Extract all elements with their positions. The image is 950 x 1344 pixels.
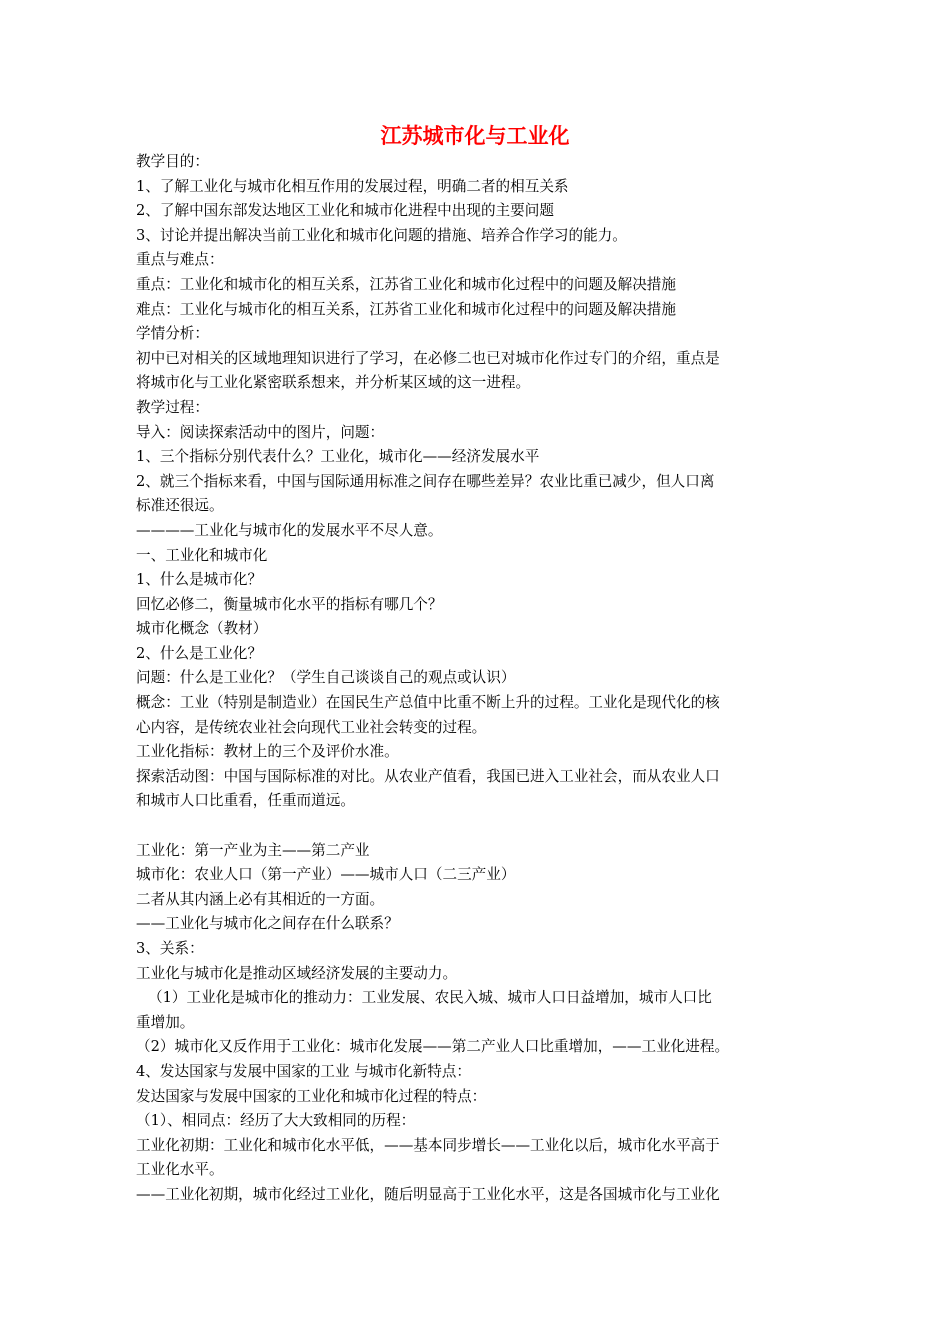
- paragraph-line: 工业化指标：教材上的三个及评价水准。: [136, 743, 399, 761]
- paragraph-line: 问题：什么是工业化？（学生自己谈谈自己的观点或认识）: [136, 669, 516, 687]
- paragraph-line: 工业化：第一产业为主——第二产业: [136, 841, 370, 859]
- paragraph-line: 工业化与城市化是推动区域经济发展的主要动力。: [136, 964, 458, 982]
- paragraph-line: 标准还很远。: [136, 497, 224, 515]
- paragraph-line: 和城市人口比重看，任重而道远。: [136, 792, 355, 810]
- paragraph-line: （1）、相同点：经历了大大致相同的历程：: [136, 1112, 416, 1130]
- paragraph-line: 1、三个指标分别代表什么？工业化，城市化——经济发展水平: [136, 448, 540, 466]
- paragraph-line: 工业化初期：工业化和城市化水平低，——基本同步增长——工业化以后，城市化水平高于: [136, 1136, 720, 1154]
- paragraph-line: 初中已对相关的区域地理知识进行了学习，在必修二也已对城市化作过专门的介绍，重点是: [136, 349, 720, 367]
- document-title: 江苏城市化与工业化: [380, 124, 570, 148]
- paragraph-line: 教学过程：: [136, 398, 209, 416]
- paragraph-line: 重点：工业化和城市化的相互关系，江苏省工业化和城市化过程中的问题及解决措施: [136, 275, 676, 293]
- paragraph-line: 城市化概念（教材）: [136, 620, 268, 638]
- paragraph-line: 教学目的：: [136, 153, 209, 170]
- paragraph-line: （2）城市化又反作用于工业化：城市化发展——第二产业人口比重增加，——工业化进程。: [136, 1038, 730, 1056]
- paragraph-line: 2、什么是工业化？: [136, 644, 263, 662]
- paragraph-line: 导入：阅读探索活动中的图片，问题：: [136, 423, 385, 441]
- paragraph-line: 城市化：农业人口（第一产业）——城市人口（二三产业）: [136, 866, 516, 884]
- paragraph-line: 心内容，是传统农业社会向现代工业社会转变的过程。: [136, 718, 487, 736]
- paragraph-line: 发达国家与发展中国家的工业化和城市化过程的特点：: [136, 1087, 487, 1105]
- paragraph-line: 难点：工业化与城市化的相互关系，江苏省工业化和城市化过程中的问题及解决措施: [136, 300, 676, 318]
- paragraph-line: 概念：工业（特别是制造业）在国民生产总值中比重不断上升的过程。工业化是现代化的核: [136, 694, 720, 712]
- paragraph-line: 3、讨论并提出解决当前工业化和城市化问题的措施、培养合作学习的能力。: [136, 226, 627, 244]
- paragraph-line: 1、了解工业化与城市化相互作用的发展过程，明确二者的相互关系: [136, 177, 569, 195]
- paragraph-line: 探索活动图：中国与国际标准的对比。从农业产值看，我国已进入工业社会，而从农业人口: [136, 767, 720, 785]
- paragraph-line: 2、了解中国东部发达地区工业化和城市化进程中出现的主要问题: [136, 202, 554, 220]
- document-body: [136, 150, 816, 1208]
- paragraph-line: 一、工业化和城市化: [136, 546, 268, 564]
- paragraph-line: 重点与难点：: [136, 251, 224, 269]
- paragraph-line: 重增加。: [136, 1013, 195, 1031]
- paragraph-line: 3、关系：: [136, 940, 204, 957]
- paragraph-line: 工业化水平。: [136, 1161, 224, 1179]
- paragraph-line: 学情分析：: [136, 325, 209, 343]
- paragraph-line: 将城市化与工业化紧密联系想来，并分析某区域的这一进程。: [136, 374, 531, 392]
- paragraph-line: 2、就三个指标来看，中国与国际通用标准之间存在哪些差异？农业比重已减少，但人口离: [136, 472, 715, 490]
- paragraph-line: ——工业化初期，城市化经过工业化，随后明显高于工业化水平，这是各国城市化与工业化: [136, 1185, 720, 1203]
- blank-line: [136, 814, 816, 839]
- paragraph-line: 1、什么是城市化？: [136, 571, 263, 589]
- paragraph-line: 二者从其内涵上必有其相近的一方面。: [136, 890, 385, 908]
- paragraph-line: 4、发达国家与发展中国家的工业 与城市化新特点：: [136, 1062, 471, 1080]
- paragraph-line: 回忆必修二，衡量城市化水平的指标有哪几个？: [136, 595, 443, 613]
- paragraph-line: （1）工业化是城市化的推动力：工业发展、农民入城、城市人口日益增加，城市人口比: [148, 989, 712, 1007]
- paragraph-line: ——工业化与城市化之间存在什么联系？: [136, 915, 399, 933]
- paragraph-line: ————工业化与城市化的发展水平不尽人意。: [136, 521, 443, 539]
